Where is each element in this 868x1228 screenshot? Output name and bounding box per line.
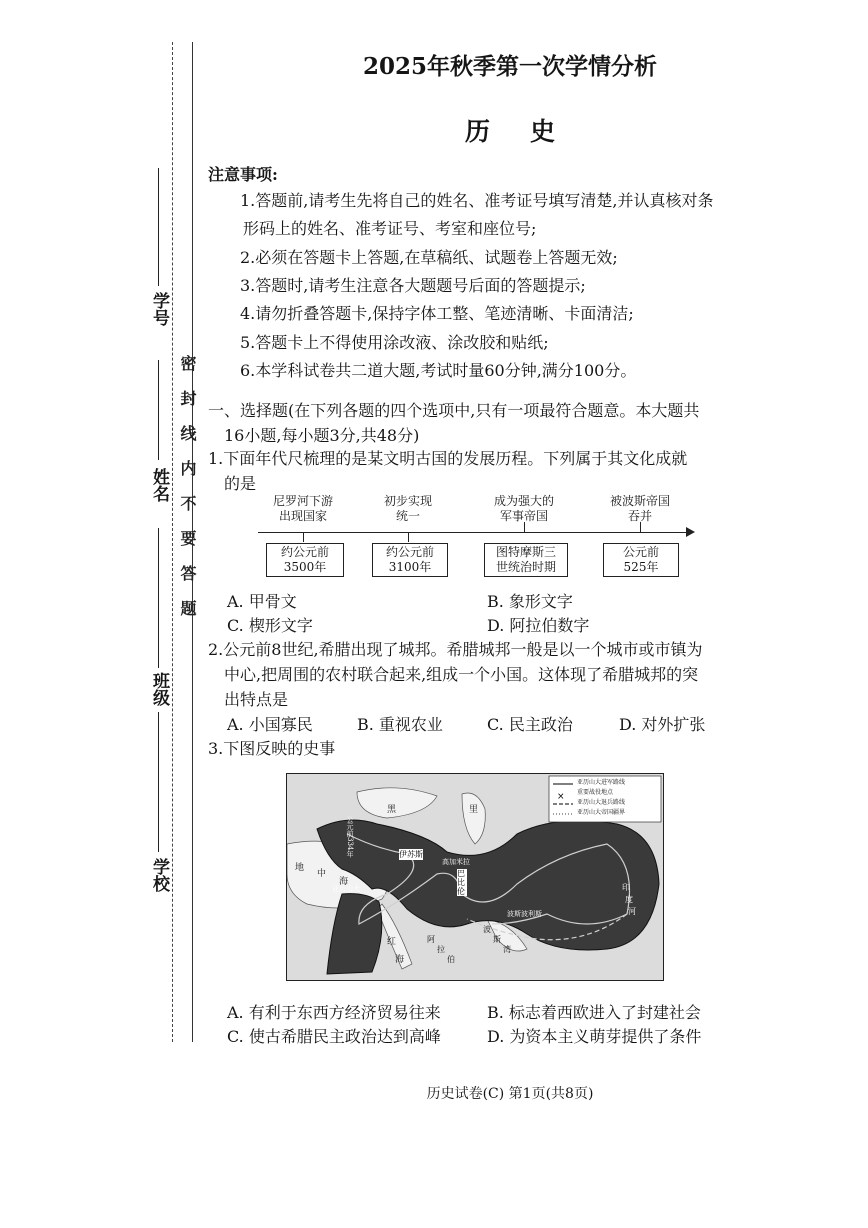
map-label-babylon: 巴比伦 [457, 869, 465, 896]
question-3-stem: 3.下图反映的史事 [208, 739, 336, 758]
question-2-stem [208, 637, 703, 712]
q1-option-b[interactable]: B. 象形文字 [487, 592, 573, 611]
map-label-red-sea-2: 海 [395, 955, 405, 965]
map-label-indus-1: 印 [622, 883, 630, 892]
map-label-indus-3: 河 [628, 907, 636, 916]
map-label-gulf-3: 湾 [503, 945, 511, 954]
timeline-date-text: 525年 [623, 560, 659, 574]
map-label-alexandria: 亚历山大 [332, 885, 360, 893]
map-label-arabia-1: 阿 [427, 935, 435, 944]
map-label-gulf-2: 斯 [493, 935, 501, 944]
page-footer: 历史试卷(C) 第1页(共8页) [426, 1086, 594, 1102]
timeline-event-text: 军事帝国 [499, 509, 548, 523]
timeline-arrow-icon [686, 527, 695, 537]
map-label-indus-2: 度 [625, 895, 633, 904]
timeline-event-text: 统一 [395, 509, 420, 523]
q3-option-a[interactable]: A. 有利于东西方经济贸易往来 [227, 1003, 441, 1022]
map-legend [577, 778, 625, 818]
map-label-caspian: 里 [469, 805, 479, 815]
school-underline [158, 712, 159, 852]
notice-item-4: 4.请勿折叠答题卡,保持字体工整、笔迹清晰、卡面清洁; [240, 304, 634, 323]
name-label: 姓名 [149, 468, 169, 502]
map-label-arabia-2: 拉 [437, 945, 445, 954]
timeline-date-box [484, 543, 568, 577]
timeline-tick [408, 532, 409, 542]
notice-heading: 注意事项: [208, 165, 278, 184]
timeline-axis [258, 532, 688, 533]
timeline-tick [640, 522, 641, 532]
binding-dashed-line [172, 42, 173, 1042]
timeline-event-label [595, 494, 685, 524]
name-underline [158, 360, 159, 460]
map-label-334bc: 公元前334年 [346, 816, 354, 858]
timeline-event-text: 吞并 [627, 509, 652, 523]
timeline-event-text: 被波斯帝国 [609, 494, 670, 508]
legend-advance-route: 亚历山大进军路线 [577, 779, 626, 786]
timeline-date-text: 约公元前 [385, 545, 434, 559]
timeline-tick [524, 522, 525, 532]
q1-option-c[interactable]: C. 楔形文字 [227, 616, 313, 635]
timeline-tick [303, 532, 304, 542]
map-label-persepolis: 波斯波利斯 [507, 910, 542, 918]
q1-option-d[interactable]: D. 阿拉伯数字 [487, 616, 590, 635]
legend-battle-site: 重要战役地点 [577, 789, 614, 796]
map-label-black-sea: 黑 [387, 805, 397, 815]
question-2-line-3: 出特点是 [224, 690, 289, 709]
notice-item-2: 2.必须在答题卡上答题,在草稿纸、试题卷上答题无效; [240, 248, 618, 267]
notice-item-5: 5.答题卡上不得使用涂改液、涂改胶和贴纸; [240, 333, 549, 352]
class-label: 班级 [149, 672, 169, 706]
q3-option-c[interactable]: C. 使古希腊民主政治达到高峰 [227, 1027, 441, 1046]
map-label-med-3: 海 [339, 877, 349, 887]
timeline-date-text: 约公元前 [280, 545, 329, 559]
map-label-med-2: 中 [317, 869, 327, 879]
subject-title: 历史 [464, 117, 595, 146]
map-label-red-sea-1: 红 [387, 937, 397, 947]
section-1-line-2: 16小题,每小题3分,共48分) [224, 426, 420, 445]
map-label-gulf-1: 波 [483, 925, 491, 934]
timeline-date-text: 公元前 [622, 545, 659, 559]
timeline-event-text: 尼罗河下游 [272, 494, 333, 508]
section-1-heading [208, 398, 728, 448]
svg-text:×: × [557, 792, 565, 802]
legend-retreat-route: 亚历山大退兵路线 [577, 799, 626, 806]
q2-option-b[interactable]: B. 重视农业 [357, 715, 443, 734]
school-label: 学校 [149, 858, 169, 892]
timeline-date-text: 图特摩斯三 [495, 545, 556, 559]
map-label-med-1: 地 [295, 863, 305, 873]
timeline-date-box [266, 543, 344, 577]
notice-item-6: 6.本学科试卷共二道大题,考试时量60分钟,满分100分。 [240, 361, 637, 380]
map-label-issus: 伊苏斯 [399, 850, 423, 859]
timeline-event-text: 成为强大的 [493, 494, 554, 508]
q3-option-b[interactable]: B. 标志着西欧进入了封建社会 [487, 1003, 701, 1022]
timeline-event-text: 初步实现 [383, 494, 432, 508]
map-label-gaugamela: 高加米拉 [442, 858, 470, 866]
seal-line-notice: 密封线内不要答题 [178, 355, 197, 635]
timeline-event-text: 出现国家 [278, 509, 327, 523]
section-1-line-1: 一、选择题(在下列各题的四个选项中,只有一项最符合题意。本大题共 [208, 401, 700, 420]
q2-option-c[interactable]: C. 民主政治 [487, 715, 573, 734]
alexander-campaign-map [286, 773, 664, 981]
q3-option-d[interactable]: D. 为资本主义萌芽提供了条件 [487, 1027, 702, 1046]
legend-empire-border: 亚历山大帝国疆界 [577, 809, 626, 816]
notice-item-3: 3.答题时,请考生注意各大题题号后面的答题提示; [240, 276, 586, 295]
timeline-date-box [372, 543, 448, 577]
question-1-stem [208, 446, 687, 496]
timeline-date-box [603, 543, 679, 577]
q2-option-a[interactable]: A. 小国寡民 [227, 715, 313, 734]
timeline-event-label [363, 494, 453, 524]
timeline-date-text: 3100年 [388, 560, 432, 574]
student-id-underline [158, 168, 159, 286]
timeline-date-text: 世统治时期 [495, 560, 556, 574]
timeline-date-text: 3500年 [283, 560, 327, 574]
q1-option-a[interactable]: A. 甲骨文 [227, 592, 297, 611]
question-1-line-2: 的是 [224, 474, 257, 493]
notice-item-1: 1.答题前,请考生先将自己的姓名、准考证号填写清楚,并认真核对条 [240, 191, 714, 210]
q2-option-d[interactable]: D. 对外扩张 [619, 715, 706, 734]
student-id-label: 学号 [149, 292, 169, 326]
timeline-event-label [258, 494, 348, 524]
exam-title: 2025年秋季第一次学情分析 [362, 53, 657, 80]
notice-item-1-cont: 形码上的姓名、准考证号、考室和座位号; [243, 219, 537, 238]
question-2-line-1: 2.公元前8世纪,希腊出现了城邦。希腊城邦一般是以一个城市或市镇为 [208, 640, 703, 659]
map-label-arabia-3: 伯 [447, 955, 455, 964]
class-underline [158, 528, 159, 668]
timeline-event-label [479, 494, 569, 524]
question-2-line-2: 中心,把周围的农村联合起来,组成一个小国。这体现了希腊城邦的突 [224, 665, 699, 684]
question-1-line-1: 1.下面年代尺梳理的是某文明古国的发展历程。下列属于其文化成就 [208, 449, 688, 468]
